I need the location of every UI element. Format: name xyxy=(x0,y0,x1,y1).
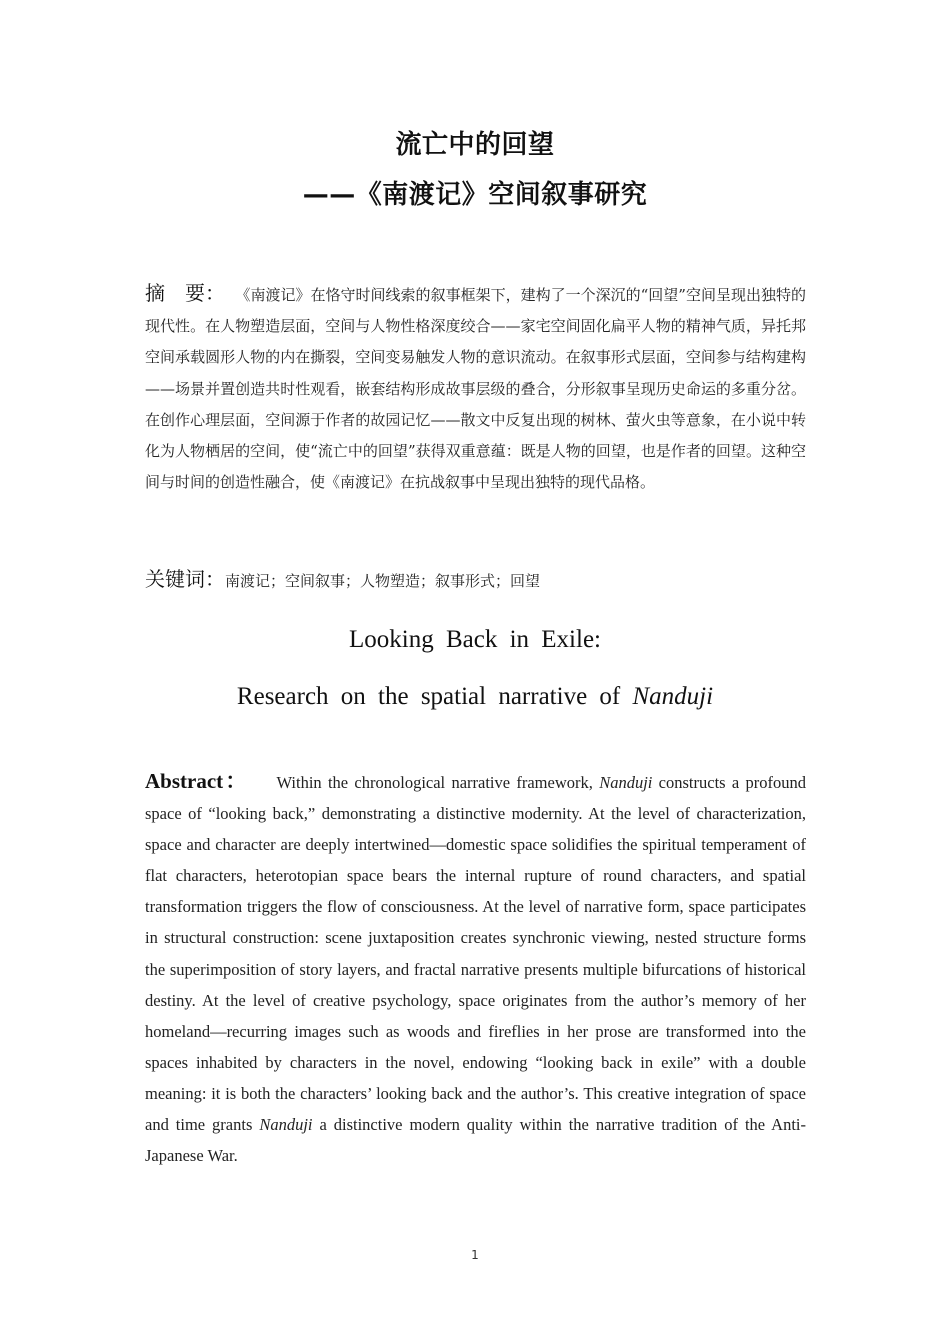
chinese-abstract-label: 摘 要： xyxy=(145,281,226,305)
english-subtitle-text: Research on the spatial narrative of xyxy=(236,683,633,710)
english-abstract-text-1: Within the chronological narrative framework, xyxy=(276,773,600,792)
chinese-keywords xyxy=(145,564,806,597)
english-abstract xyxy=(145,766,806,1171)
english-abstract-label: Abstract： xyxy=(145,769,249,793)
english-subtitle xyxy=(0,683,950,711)
english-subtitle-italic: Nanduji xyxy=(632,683,714,710)
english-abstract-italic-2: Nanduji xyxy=(259,1115,313,1135)
english-abstract-italic-1: Nanduji xyxy=(599,773,653,792)
english-title: Looking Back in Exile: xyxy=(349,626,601,653)
chinese-keywords-label: 关键词： xyxy=(145,567,225,591)
english-abstract-text-2: constructs a profound space of “looking back,” demonstrating a distinctive modernity. At the level of characterization, space and character are deeply intertwined—domestic space solidifies the spiritual temperament of flat characters, heterotopian space bears the internal rupture of round characters, and spatial transformation triggers the flow of consciousness. At the level of narrative form, space participates in structural construction: scene juxtaposition creates synchronic viewing, nested structure forms the superimposition of story layers, and fractal narrative presents multiple bifurcations of historical destiny. At the level of creative psychology, space originates from the author’s memory of her homeland—recurring images such as woods and fireflies in her prose are transformed into the spaces inhabited by characters in the novel, endowing “looking back in exile” with a double meaning: it is both the characters’ looking back and the author’s. This creative integration of space and time grants xyxy=(145,773,806,1135)
page-number: 1 xyxy=(471,1248,479,1262)
chinese-subtitle: ——《南渡记》空间叙事研究 xyxy=(302,180,648,210)
chinese-abstract xyxy=(145,278,806,498)
english-abstract-text-3: a distinctive modern quality within the narrative tradition of the Anti-Japanese War. xyxy=(145,1115,806,1166)
chinese-title: 流亡中的回望 xyxy=(395,130,555,160)
chinese-keywords-text: 南渡记；空间叙事；人物塑造；叙事形式；回望 xyxy=(225,572,541,590)
chinese-abstract-text: 《南渡记》在恪守时间线索的叙事框架下，建构了一个深沉的“回望”空间呈现出独特的现代性。在人物塑造层面，空间与人物性格深度绞合——家宅空间固化扁平人物的精神气质，异托邦空间承载圆形人物的内在撕裂，空间变易触发人物的意识流动。在叙事形式层面，空间参与结构建构——场景并置创造共时性观看，嵌套结构形成故事层级的叠合，分形叙事呈现历史命运的多重分岔。在创作心理层面，空间源于作者的故园记忆——散文中反复出现的树林、萤火虫等意象，在小说中转化为人物栖居的空间，使“流亡中的回望”获得双重意蕴：既是人物的回望，也是作者的回望。这种空间与时间的创造性融合，使《南渡记》在抗战叙事中呈现出独特的现代品格。 xyxy=(145,286,806,492)
